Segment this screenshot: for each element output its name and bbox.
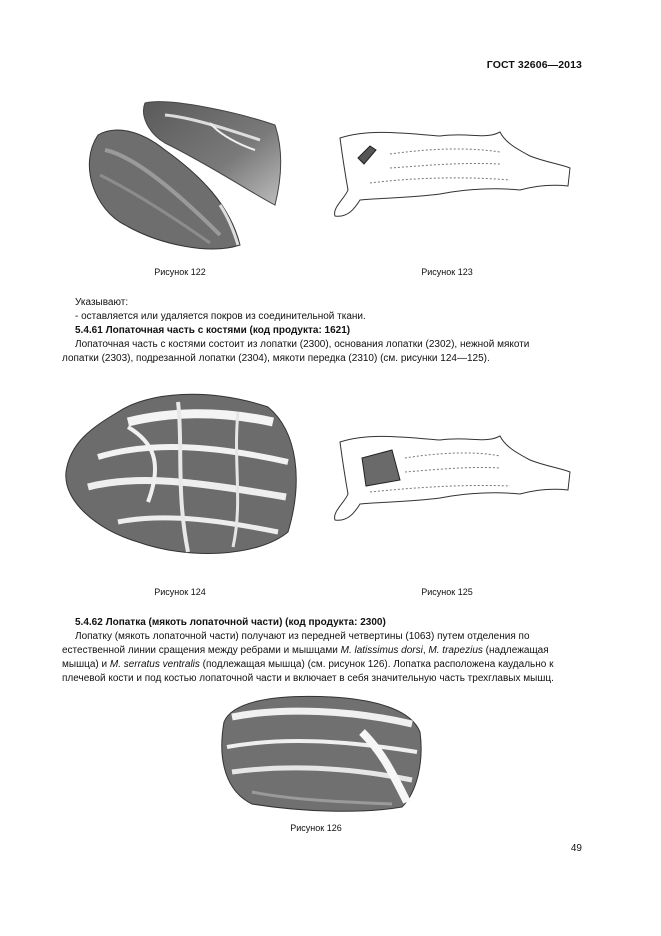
section-5461-heading: 5.4.61 Лопаточная часть с костями (код продукта: 1621) bbox=[75, 325, 351, 336]
figure-124-image bbox=[58, 382, 308, 562]
figure-126-image bbox=[212, 692, 427, 817]
section-5462-line4: плечевой кости и под костью лопаточной части и включает в себя значительную часть трехглавых мышц. bbox=[62, 673, 554, 684]
line2-sep: , bbox=[422, 645, 429, 656]
section-5462-line3 bbox=[62, 658, 584, 673]
figure-125-image bbox=[330, 432, 575, 527]
note-heading: Указывают: bbox=[75, 297, 129, 308]
section-5462-line1: Лопатку (мякоть лопаточной части) получают из передней четвертины (1063) путем отделения по bbox=[75, 631, 530, 642]
muscle-trapezius: M. trapezius bbox=[428, 645, 483, 656]
section-5461-body-line2: лопатки (2303), подрезанной лопатки (2304), мякоти передка (2310) (см. рисунки 124—125). bbox=[62, 353, 490, 364]
figure-123-caption: Рисунок 123 bbox=[421, 267, 473, 277]
figure-122-image bbox=[70, 95, 320, 265]
line2-text-a: естественной линии сращения между ребрами и мышцами bbox=[62, 645, 341, 656]
figure-123-image bbox=[330, 128, 575, 223]
section-5462-line2 bbox=[62, 644, 584, 659]
note-item: - оставляется или удаляется покров из соединительной ткани. bbox=[75, 311, 366, 322]
section-5461-body-line1: Лопаточная часть с костями состоит из лопатки (2300), основания лопатки (2302), нежной мякоти bbox=[75, 339, 530, 350]
muscle-latissimus: M. latissimus dorsi bbox=[340, 645, 423, 656]
page-number: 49 bbox=[570, 843, 582, 854]
line2-text-b: (надлежащая bbox=[482, 645, 549, 656]
line3-text-b: (подлежащая мышца) (см. рисунок 126). Лопатка расположена каудально к bbox=[199, 659, 554, 670]
figure-125-caption: Рисунок 125 bbox=[421, 587, 473, 597]
figure-126-caption: Рисунок 126 bbox=[290, 823, 342, 833]
muscle-serratus: M. serratus ventralis bbox=[109, 659, 200, 670]
figure-124-caption: Рисунок 124 bbox=[154, 587, 206, 597]
document-standard-header: ГОСТ 32606—2013 bbox=[486, 59, 582, 71]
line3-text-a: мышца) и bbox=[62, 659, 110, 670]
figure-122-caption: Рисунок 122 bbox=[154, 267, 206, 277]
section-5462-heading: 5.4.62 Лопатка (мякоть лопаточной части) (код продукта: 2300) bbox=[75, 617, 386, 628]
